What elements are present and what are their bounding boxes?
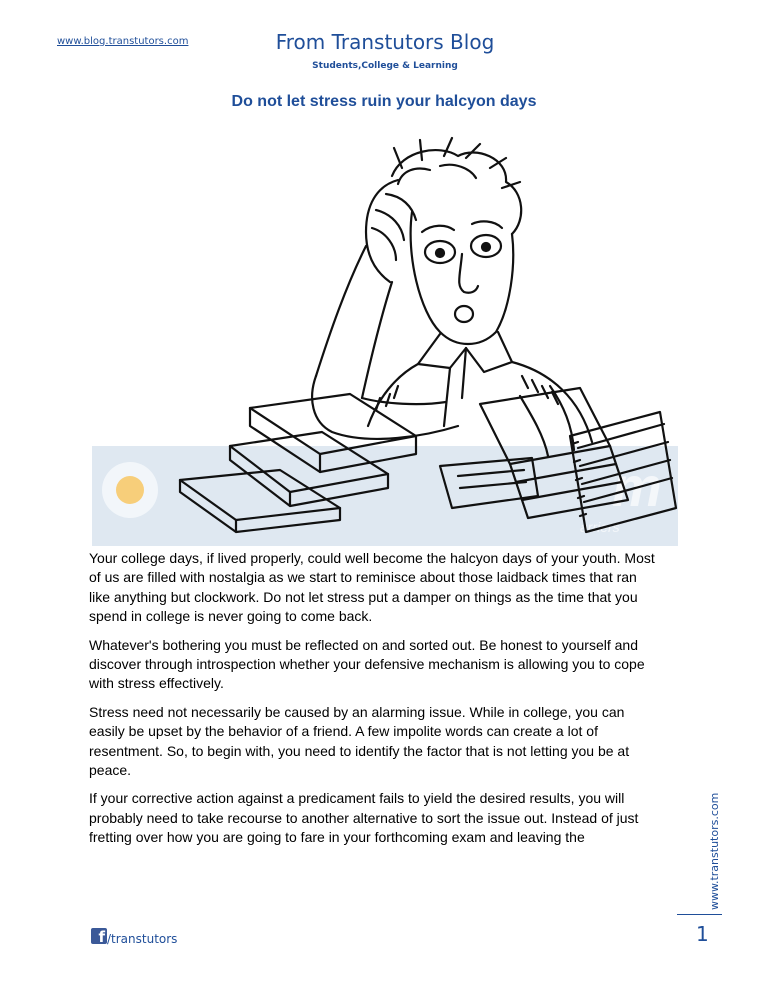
svg-text:m: m [612,455,662,518]
site-link[interactable]: www.blog.transtutors.com [57,36,189,47]
svg-text:arriers: arriers [580,519,620,535]
blog-subtitle: Students,College & Learning [312,61,458,71]
side-divider [677,914,722,915]
blog-title: From Transtutors Blog [275,30,495,54]
article-paragraph: Stress need not necessarily be caused by an alarming issue. While in college, you can easily be upset by the behavior of a friend. A few impolite words can create a lot of resentment. So, to begin with, you need to identify the factor that is not letting you be at peace. [89,703,630,779]
article-paragraph: Your college days, if lived properly, could well become the halcyon days of your youth. Most of us are filled with nostalgia as we start to reminisce about those laidback times that ran like anything but clockwork. Do not let stress put a damper on things as the time that you spend in college is never going to come back. [89,550,655,625]
page-number: 1 [696,922,709,946]
facebook-icon[interactable]: f [91,928,107,944]
article-body [89,549,661,857]
article-paragraph: If your corrective action against a predicament fails to yield the desired results, you will probably need to take recourse to another alternative to sort the issue out. Instead of just fretting over how you are going to fare in your forthcoming exam and leaving the [89,790,639,846]
stressed-student-illustration [140,136,680,546]
article-title: Do not let stress ruin your halcyon days [231,93,537,110]
article-paragraph: Whatever's bothering you must be reflected on and sorted out. Be honest to yourself and discover through introspection whether your defensive mechanism is allowing you to cope with stress effectively. [89,636,645,692]
side-url[interactable]: www.transtutors.com [708,792,721,910]
facebook-handle[interactable]: /transtutors [107,932,178,946]
